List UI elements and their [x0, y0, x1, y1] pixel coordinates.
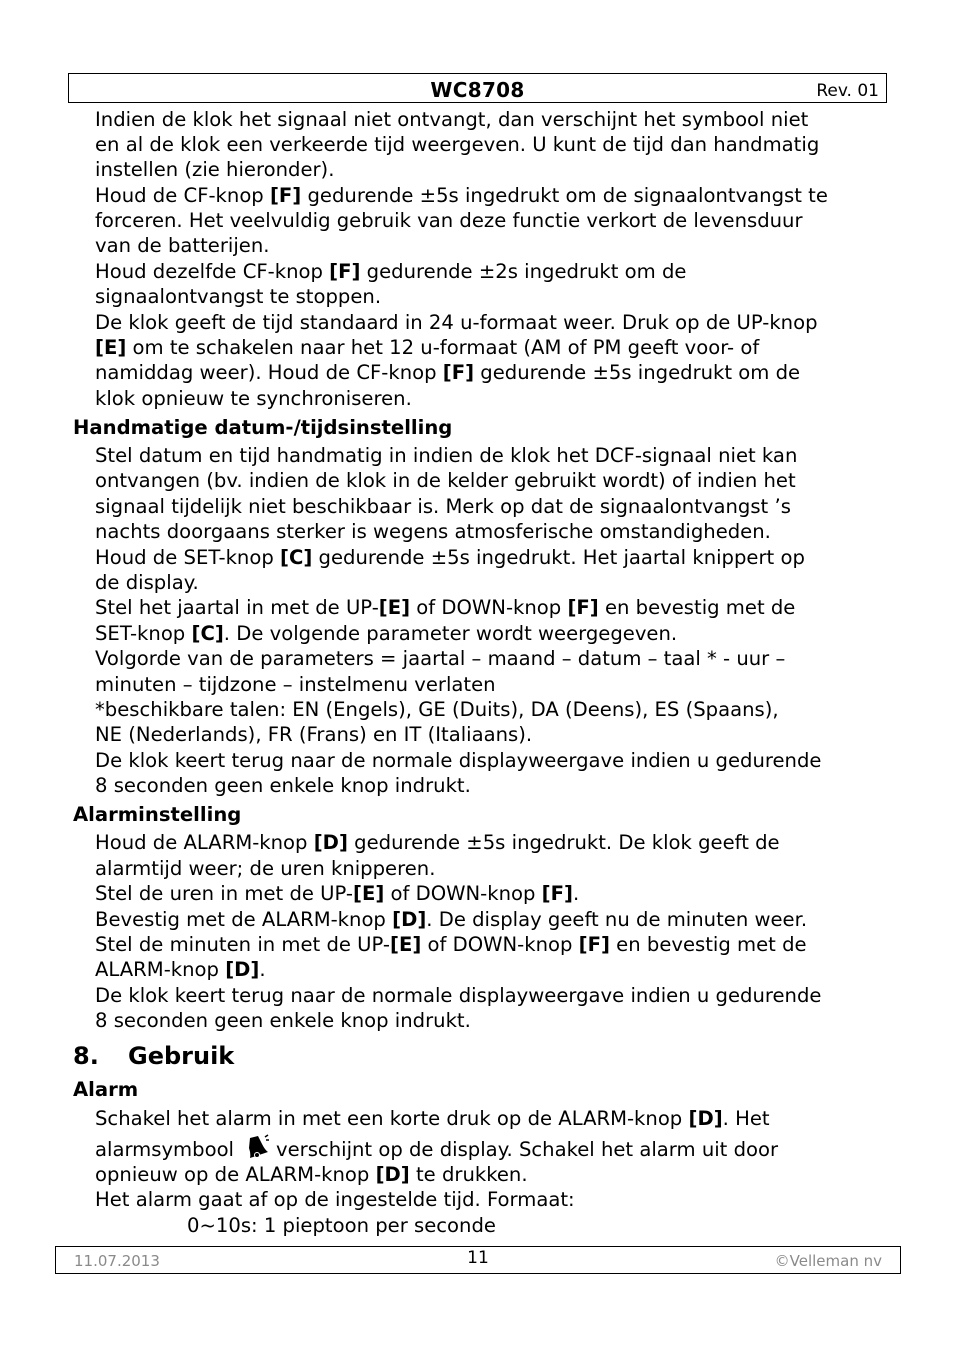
manual-line: SET-knop [C]. De volgende parameter wordt weergegeven.: [95, 622, 678, 645]
intro-line: Houd de CF-knop [F] gedurende ±5s ingedrukt om de signaalontvangst te: [95, 184, 828, 207]
intro-line: signaalontvangst te stoppen.: [95, 285, 382, 308]
alarm-line: alarmsymbool verschijnt op de display. Schakel het alarm uit door: [95, 1134, 895, 1162]
alarmset-line: Stel de uren in met de UP-[E] of DOWN-knop [F].: [95, 882, 580, 905]
page-number: 11: [467, 1248, 489, 1268]
bell-icon: [244, 1134, 270, 1160]
manual-line: Stel datum en tijd handmatig in indien de klok het DCF-signaal niet kan: [95, 444, 798, 467]
intro-line: [E] om te schakelen naar het 12 u-formaat (AM of PM geeft voor- of: [95, 336, 760, 359]
intro-line: Houd dezelfde CF-knop [F] gedurende ±2s ingedrukt om de: [95, 260, 687, 283]
model-number: WC8708: [430, 78, 525, 102]
manual-line: De klok keert terug naar de normale displayweergave indien u gedurende: [95, 749, 822, 772]
manual-line: Houd de SET-knop [C] gedurende ±5s ingedrukt. Het jaartal knippert op: [95, 546, 805, 569]
revision: Rev. 01: [816, 81, 879, 101]
alarmset-line: De klok keert terug naar de normale displayweergave indien u gedurende: [95, 984, 822, 1007]
intro-line: klok opnieuw te synchroniseren.: [95, 387, 412, 410]
page-header: [68, 73, 887, 103]
manual-line: Stel het jaartal in met de UP-[E] of DOWN-knop [F] en bevestig met de: [95, 596, 796, 619]
chapter-number: 8.: [73, 1042, 99, 1070]
intro-line: en al de klok een verkeerde tijd weergeven. U kunt de tijd dan handmatig: [95, 133, 820, 156]
intro-line: namiddag weer). Houd de CF-knop [F] gedurende ±5s ingedrukt om de: [95, 361, 801, 384]
manual-line: 8 seconden geen enkele knop indrukt.: [95, 774, 471, 797]
footer-date: 11.07.2013: [74, 1252, 160, 1270]
manual-line: NE (Nederlands), FR (Frans) en IT (Italiaans).: [95, 723, 533, 746]
manual-line: signaal tijdelijk niet beschikbaar is. Merk op dat de signaalontvangst ’s: [95, 495, 791, 518]
alarm-line: opnieuw op de ALARM-knop [D] te drukken.: [95, 1163, 528, 1186]
alarm-line: 0~10s: 1 pieptoon per seconde: [187, 1214, 496, 1237]
alarm-line: Het alarm gaat af op de ingestelde tijd. Formaat:: [95, 1188, 575, 1211]
section-heading: Handmatige datum-/tijdsinstelling: [73, 416, 453, 439]
alarmset-line: Stel de minuten in met de UP-[E] of DOWN-knop [F] en bevestig met de: [95, 933, 807, 956]
page-footer: [55, 1246, 901, 1274]
manual-line: ontvangen (bv. indien de klok in de kelder gebruikt wordt) of indien het: [95, 469, 796, 492]
alarmset-line: Bevestig met de ALARM-knop [D]. De display geeft nu de minuten weer.: [95, 908, 808, 931]
intro-line: De klok geeft de tijd standaard in 24 u-formaat weer. Druk op de UP-knop: [95, 311, 818, 334]
manual-line: Volgorde van de parameters = jaartal – maand – datum – taal * - uur –: [95, 647, 786, 670]
alarmset-line: ALARM-knop [D].: [95, 958, 266, 981]
chapter-title: Gebruik: [128, 1042, 235, 1070]
intro-line: Indien de klok het signaal niet ontvangt, dan verschijnt het symbool niet: [95, 108, 809, 131]
intro-line: van de batterijen.: [95, 234, 270, 257]
intro-line: forceren. Het veelvuldig gebruik van deze functie verkort de levensduur: [95, 209, 803, 232]
alarmset-line: Houd de ALARM-knop [D] gedurende ±5s ingedrukt. De klok geeft de: [95, 831, 780, 854]
manual-line: nachts doorgaans sterker is wegens atmosferische omstandigheden.: [95, 520, 771, 543]
alarm-line: Schakel het alarm in met een korte druk op de ALARM-knop [D]. Het: [95, 1107, 770, 1130]
manual-line: de display.: [95, 571, 199, 594]
section-heading: Alarm: [73, 1078, 139, 1101]
section-heading: Alarminstelling: [73, 803, 242, 826]
manual-line: *beschikbare talen: EN (Engels), GE (Duits), DA (Deens), ES (Spaans),: [95, 698, 779, 721]
alarmset-line: alarmtijd weer; de uren knipperen.: [95, 857, 436, 880]
chapter-heading: [73, 1041, 234, 1071]
intro-line: instellen (zie hieronder).: [95, 158, 335, 181]
manual-line: minuten – tijdzone – instelmenu verlaten: [95, 673, 496, 696]
footer-copyright: ©Velleman nv: [774, 1252, 882, 1270]
alarmset-line: 8 seconden geen enkele knop indrukt.: [95, 1009, 471, 1032]
